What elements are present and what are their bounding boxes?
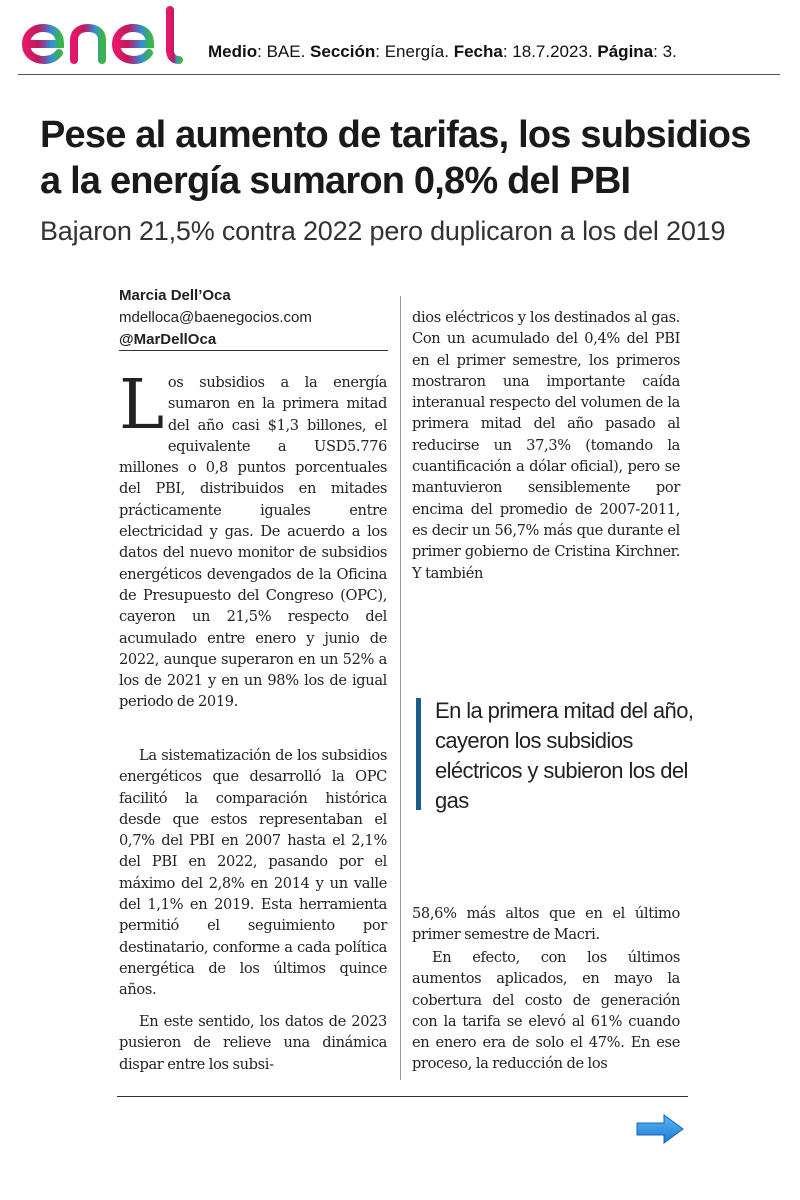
column-divider [400,296,401,1080]
author-handle: @MarDellOca [119,331,217,348]
article-headline: Pese al aumento de tarifas, los subsidios a la energía sumaron 0,8% del PBI [40,114,751,202]
right-paragraph-2: 58,6% más altos que en el último primer semestre de Macri. [412,905,680,944]
article-subhead: Bajaron 21,5% contra 2022 pero duplicaron a los del 2019 [40,216,726,246]
header-divider [18,74,780,75]
fecha-value: 18.7.2023 [512,42,588,61]
pagina-label: Página [597,42,654,61]
seccion-value: Energía [384,42,445,61]
arrow-right-icon[interactable] [634,1112,686,1146]
author-name: Marcia Dell’Oca [119,287,231,304]
left-paragraph-3: En este sentido, los datos de 2023 pusieron de relieve una dinámica dispar entre los subsi- [119,1013,387,1073]
left-paragraph-2: La sistematización de los subsidios energéticos que desarrolló la OPC facilitó la comparación histórica desde que estos representaban el 0,7% del PBI en 2007 hasta el 2,1% del PBI en 2022, pasando por el máximo del 2,8% en 2014 y un valle del 1,1% en 2019. Esta herramienta permitió el seguimiento por destinatario, conforme a cada política energética de los últimos quince años. [119,747,387,999]
medio-value: BAE [266,42,301,61]
left-paragraph-1-text: os subsidios a la energía sumaron en la primera mitad del año casi $1,3 billones, el equivalente a USD5.776 millones o 0,8 puntos porcentuales del PBI, distribuidos en mitades prácticamente iguales entre electricidad y gas. De acuerdo a los datos del nuevo monitor de subsidios energéticos devengados de la Oficina de Presupuesto del Congreso (OPC), cayeron un 21,5% respecto del acumulado entre enero y junio de 2022, aunque superaron en un 52% a los de 2021 y en un 98% los de igual periodo de 2019. [119,374,387,711]
clip-metadata: Medio: BAE. Sección: Energía. Fecha: 18.7.2023. Página: 3. [208,42,677,61]
pullquote-bar [416,698,421,810]
left-paragraph-1 [119,366,387,713]
footer-divider [117,1096,688,1097]
enel-logo [16,6,186,68]
right-paragraph-3: En efecto, con los últimos aumentos aplicados, en mayo la cobertura del costo de generación con la tarifa se elevó al 61% cuando en enero era de solo el 47%. En ese proceso, la reducción de los [412,949,680,1073]
pullquote: En la primera mitad del año, cayeron los subsidios eléctricos y subieron los del gas [435,698,694,813]
right-paragraph-1: dios eléctricos y los destinados al gas. Con un acumulado del 0,4% del PBI en el primer semestre, los primeros mostraron una importante caída interanual respecto del volumen de la primera mitad del año pasado al reducirse un 37,3% (tomando la cuantificación a dólar oficial), pero se mantuvieron sensiblemente por encima del promedio de 2007-2011, es decir un 56,7% más que durante el primer gobierno de Cristina Kirchner. Y también [412,309,680,582]
byline-divider [119,350,388,351]
seccion-label: Sección [310,42,376,61]
drop-cap: L [119,366,164,445]
fecha-label: Fecha [453,42,503,61]
author-email: mdelloca@baenegocios.com [119,309,312,326]
byline [119,285,389,351]
pagina-value: 3 [662,42,673,61]
medio-label: Medio [208,42,258,61]
